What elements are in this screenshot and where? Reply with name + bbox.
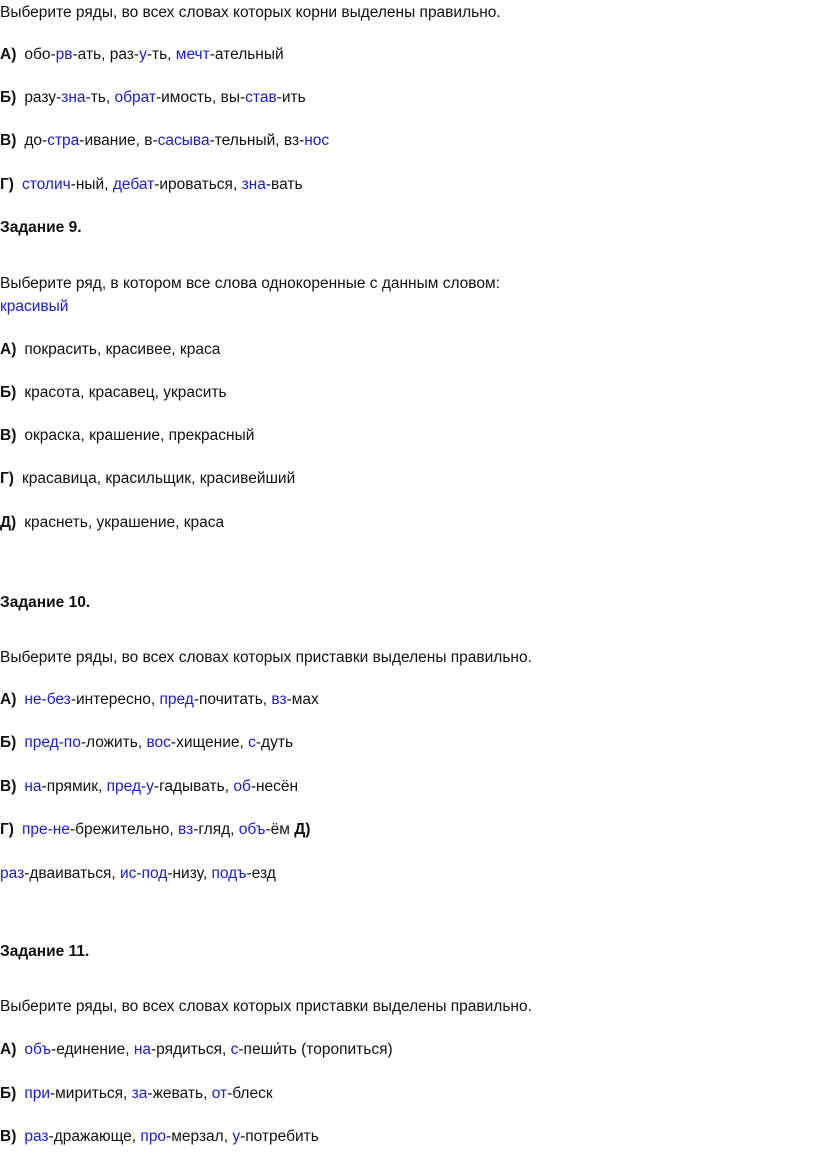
highlighted-morpheme: вз <box>178 821 194 838</box>
word-fragment: -пеши́ть (торопиться) <box>238 1041 393 1058</box>
task11-prompt: Выберите ряды, во всех словах которых приставки выделены правильно. <box>0 998 532 1015</box>
highlighted-morpheme: мечт <box>175 46 210 63</box>
task10-option-d <box>0 820 310 840</box>
word-fragment: -ём <box>265 821 295 838</box>
task10-option-e <box>0 864 276 884</box>
option-label: А) <box>0 1041 17 1058</box>
word-fragment: -мерзал, <box>166 1128 233 1145</box>
option-label: Б) <box>0 384 17 401</box>
highlighted-morpheme: у <box>232 1128 241 1145</box>
word-fragment: -ать, раз- <box>72 46 140 63</box>
task8-prompt: Выберите ряды, во всех словах которых корни выделены правильно. <box>0 4 501 21</box>
word-fragment: -ить <box>276 89 306 106</box>
highlighted-morpheme: об <box>233 778 251 795</box>
task9-option-d <box>0 469 295 489</box>
word-fragment: -ложить, <box>80 734 147 751</box>
highlighted-morpheme: зна <box>61 89 86 106</box>
highlighted-morpheme: дебат <box>112 176 155 193</box>
task10-option-c <box>0 777 298 797</box>
word-fragment: -хищение, <box>170 734 249 751</box>
highlighted-morpheme: с <box>230 1041 239 1058</box>
word-fragment: -потребить <box>240 1128 319 1145</box>
option-text: окраска, крашение, прекрасный <box>24 427 255 444</box>
highlighted-morpheme: вос <box>146 734 171 751</box>
task9-option-b <box>0 383 227 403</box>
highlighted-morpheme: не-без <box>24 691 71 708</box>
highlighted-morpheme: обрат <box>114 89 156 106</box>
option-label: Д) <box>294 821 311 838</box>
highlighted-morpheme: стра <box>47 132 80 149</box>
task8-option-a <box>0 45 284 65</box>
highlighted-morpheme: сасыва <box>157 132 210 149</box>
word-fragment: -дражающе, <box>48 1128 141 1145</box>
highlighted-morpheme: столич <box>21 176 71 193</box>
task10-prompt: Выберите ряды, во всех словах которых приставки выделены правильно. <box>0 649 532 666</box>
word-fragment: -ательный <box>209 46 284 63</box>
word-fragment: -рядиться, <box>151 1041 231 1058</box>
word-fragment: -тельный, вз- <box>209 132 305 149</box>
word-fragment: -несён <box>250 778 299 795</box>
highlighted-morpheme: став <box>245 89 277 106</box>
highlighted-morpheme: на <box>24 778 42 795</box>
option-text: красота, красавец, украсить <box>24 384 227 401</box>
word-fragment: -ивание, в- <box>79 132 158 149</box>
highlighted-morpheme: на <box>133 1041 151 1058</box>
option-label: Г) <box>0 176 14 193</box>
task8-option-d <box>0 175 303 195</box>
highlighted-morpheme: объ <box>24 1041 52 1058</box>
task8-option-b <box>0 88 306 108</box>
word-fragment: обо- <box>24 46 56 63</box>
word-fragment: -низу, <box>167 865 212 882</box>
highlighted-morpheme: у <box>139 46 147 63</box>
task9-title: Задание 9. <box>0 219 82 236</box>
word-fragment: -ный, <box>70 176 113 193</box>
highlighted-morpheme: пред-у <box>106 778 154 795</box>
option-label: В) <box>0 1128 17 1145</box>
option-label: Г) <box>0 470 14 487</box>
task9-keyword: красивый <box>0 298 69 315</box>
word-fragment: -езд <box>246 865 276 882</box>
task11-title: Задание 11. <box>0 943 90 960</box>
highlighted-morpheme: раз <box>0 865 25 882</box>
task11-option-a <box>0 1040 393 1060</box>
word-fragment: -блеск <box>227 1085 273 1102</box>
option-label: Б) <box>0 89 17 106</box>
highlighted-morpheme: раз <box>24 1128 49 1145</box>
task9-prompt: Выберите ряд, в котором все слова однокоренные с данным словом: <box>0 275 500 292</box>
task8-option-c <box>0 131 329 151</box>
option-label: Б) <box>0 1085 17 1102</box>
highlighted-morpheme: от <box>211 1085 228 1102</box>
highlighted-morpheme: вз <box>271 691 287 708</box>
word-fragment: -ть, <box>85 89 115 106</box>
task9-option-e <box>0 513 224 533</box>
highlighted-morpheme: зна <box>241 176 266 193</box>
option-label: Г) <box>0 821 14 838</box>
option-text: красавица, красильщик, красивейший <box>21 470 296 487</box>
task9-option-a <box>0 340 220 360</box>
word-fragment: -гадывать, <box>153 778 234 795</box>
word-fragment: -дваиваться, <box>24 865 121 882</box>
task9-option-c <box>0 426 254 446</box>
highlighted-morpheme: рв <box>55 46 73 63</box>
word-fragment: -почитать, <box>193 691 272 708</box>
word-fragment: -имость, вы- <box>155 89 246 106</box>
task11-option-b <box>0 1084 273 1104</box>
option-label: Д) <box>0 514 17 531</box>
word-fragment: -прямик, <box>41 778 107 795</box>
highlighted-morpheme: подъ <box>211 865 247 882</box>
highlighted-morpheme: ис-под <box>120 865 168 882</box>
option-label: А) <box>0 341 17 358</box>
task10-option-a <box>0 690 319 710</box>
option-label: В) <box>0 132 17 149</box>
word-fragment: -ть, <box>146 46 176 63</box>
task10-title: Задание 10. <box>0 594 91 611</box>
word-fragment: -единение, <box>51 1041 134 1058</box>
highlighted-morpheme: нос <box>304 132 330 149</box>
option-label: В) <box>0 427 17 444</box>
highlighted-morpheme: с <box>248 734 256 751</box>
option-label: А) <box>0 691 17 708</box>
word-fragment: до- <box>24 132 48 149</box>
highlighted-morpheme: при <box>24 1085 50 1102</box>
word-fragment: -гляд, <box>193 821 239 838</box>
highlighted-morpheme: объ <box>238 821 266 838</box>
task10-option-b <box>0 733 293 753</box>
option-label: В) <box>0 778 17 795</box>
highlighted-morpheme: пред-по <box>24 734 81 751</box>
word-fragment: -вать <box>265 176 303 193</box>
option-text: покрасить, красивее, краса <box>24 341 221 358</box>
word-fragment: -ироваться, <box>154 176 242 193</box>
word-fragment: -мириться, <box>49 1085 132 1102</box>
word-fragment: -мах <box>286 691 319 708</box>
option-text: краснеть, украшение, краса <box>24 514 225 531</box>
word-fragment: -жевать, <box>147 1085 212 1102</box>
word-fragment: -дуть <box>255 734 294 751</box>
task11-option-c <box>0 1127 319 1147</box>
word-fragment: -интересно, <box>70 691 160 708</box>
word-fragment: разу- <box>24 89 62 106</box>
highlighted-morpheme: за <box>131 1085 148 1102</box>
word-fragment: -брежительно, <box>69 821 179 838</box>
option-label: А) <box>0 46 17 63</box>
highlighted-morpheme: про <box>140 1128 167 1145</box>
option-label: Б) <box>0 734 17 751</box>
highlighted-morpheme: пре-не <box>21 821 70 838</box>
highlighted-morpheme: пред <box>159 691 194 708</box>
